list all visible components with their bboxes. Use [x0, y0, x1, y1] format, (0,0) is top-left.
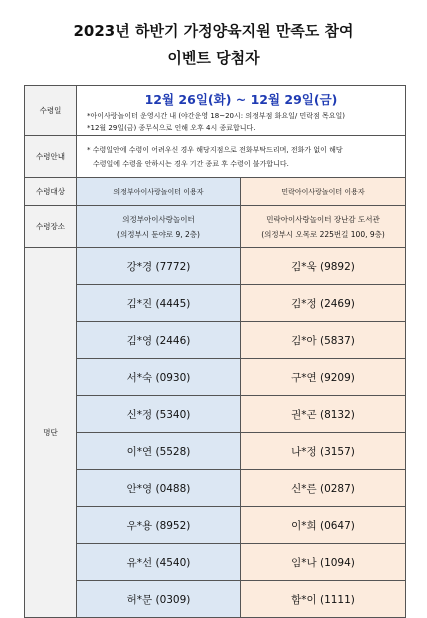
place-right — [241, 206, 406, 248]
list-label: 명단 — [25, 248, 77, 618]
winner-right: 김*정 (2469) — [241, 285, 406, 322]
title-line-2: 이벤트 당첨자 — [167, 49, 260, 67]
winner-left: 김*영 (2446) — [77, 322, 241, 359]
winner-left: 서*숙 (0930) — [77, 359, 241, 396]
place-left-name: 의정부아이사랑놀이터 — [122, 214, 195, 224]
place-row — [25, 206, 406, 248]
winner-row — [25, 507, 406, 544]
period-dates: 12월 26일(화) ~ 12월 29일(금) — [144, 92, 338, 107]
winner-row — [25, 322, 406, 359]
winner-left: 이*연 (5528) — [77, 433, 241, 470]
target-right: 민락아이사랑놀이터 이용자 — [241, 178, 406, 206]
winner-left: 김*진 (4445) — [77, 285, 241, 322]
winner-row — [25, 544, 406, 581]
target-left: 의정부아이사랑놀이터 이용자 — [77, 178, 241, 206]
winner-left: 안*영 (0488) — [77, 470, 241, 507]
notice-line-1: * 수령일안에 수령이 어려우신 경우 해당지점으로 전화부탁드리며, 전화가 없이 해당 — [87, 145, 343, 154]
target-row — [25, 178, 406, 206]
place-left — [77, 206, 241, 248]
target-label: 수령대상 — [25, 178, 77, 206]
winner-row — [25, 248, 406, 285]
winner-right: 권*곤 (8132) — [241, 396, 406, 433]
notice-line-2: 수령일에 수령을 안하시는 경우 기간 종료 후 수령이 불가합니다. — [93, 159, 289, 168]
winner-left: 유*선 (4540) — [77, 544, 241, 581]
period-cell — [77, 86, 406, 136]
period-label: 수령일 — [25, 86, 77, 136]
winner-row — [25, 396, 406, 433]
winners-table — [24, 85, 406, 618]
winner-right: 구*연 (9209) — [241, 359, 406, 396]
winner-row — [25, 433, 406, 470]
place-label: 수령장소 — [25, 206, 77, 248]
period-row — [25, 86, 406, 136]
period-note-2: *12월 29일(금) 종무식으로 인해 오후 4시 종료합니다. — [87, 124, 256, 132]
winner-row — [25, 359, 406, 396]
place-left-address: (의정부시 둔야로 9, 2층) — [117, 229, 200, 239]
notice-label: 수령안내 — [25, 136, 77, 178]
winner-left: 신*정 (5340) — [77, 396, 241, 433]
winner-right: 임*나 (1094) — [241, 544, 406, 581]
winner-row — [25, 470, 406, 507]
winner-right: 신*른 (0287) — [241, 470, 406, 507]
winner-right: 김*아 (5837) — [241, 322, 406, 359]
winner-right: 김*욱 (9892) — [241, 248, 406, 285]
notice-cell — [77, 136, 406, 178]
winner-row — [25, 285, 406, 322]
winner-left: 허*문 (0309) — [77, 581, 241, 618]
title-line-1: 2023년 하반기 가정양육지원 만족도 참여 — [73, 22, 354, 40]
period-note-1: *아이사랑놀이터 운영시간 내 (야간운영 18~20시: 의정부점 화요일/ 민락점 목요일) — [87, 112, 346, 120]
place-right-name: 민락아이사랑놀이터 장난감 도서관 — [266, 214, 380, 224]
place-right-address: (의정부시 오목로 225번길 100, 9층) — [261, 229, 385, 239]
winner-left: 우*용 (8952) — [77, 507, 241, 544]
winner-left: 강*경 (7772) — [77, 248, 241, 285]
winner-right: 함*이 (1111) — [241, 581, 406, 618]
winner-right: 이*희 (0647) — [241, 507, 406, 544]
winner-right: 나*정 (3157) — [241, 433, 406, 470]
winner-row — [25, 581, 406, 618]
notice-row — [25, 136, 406, 178]
